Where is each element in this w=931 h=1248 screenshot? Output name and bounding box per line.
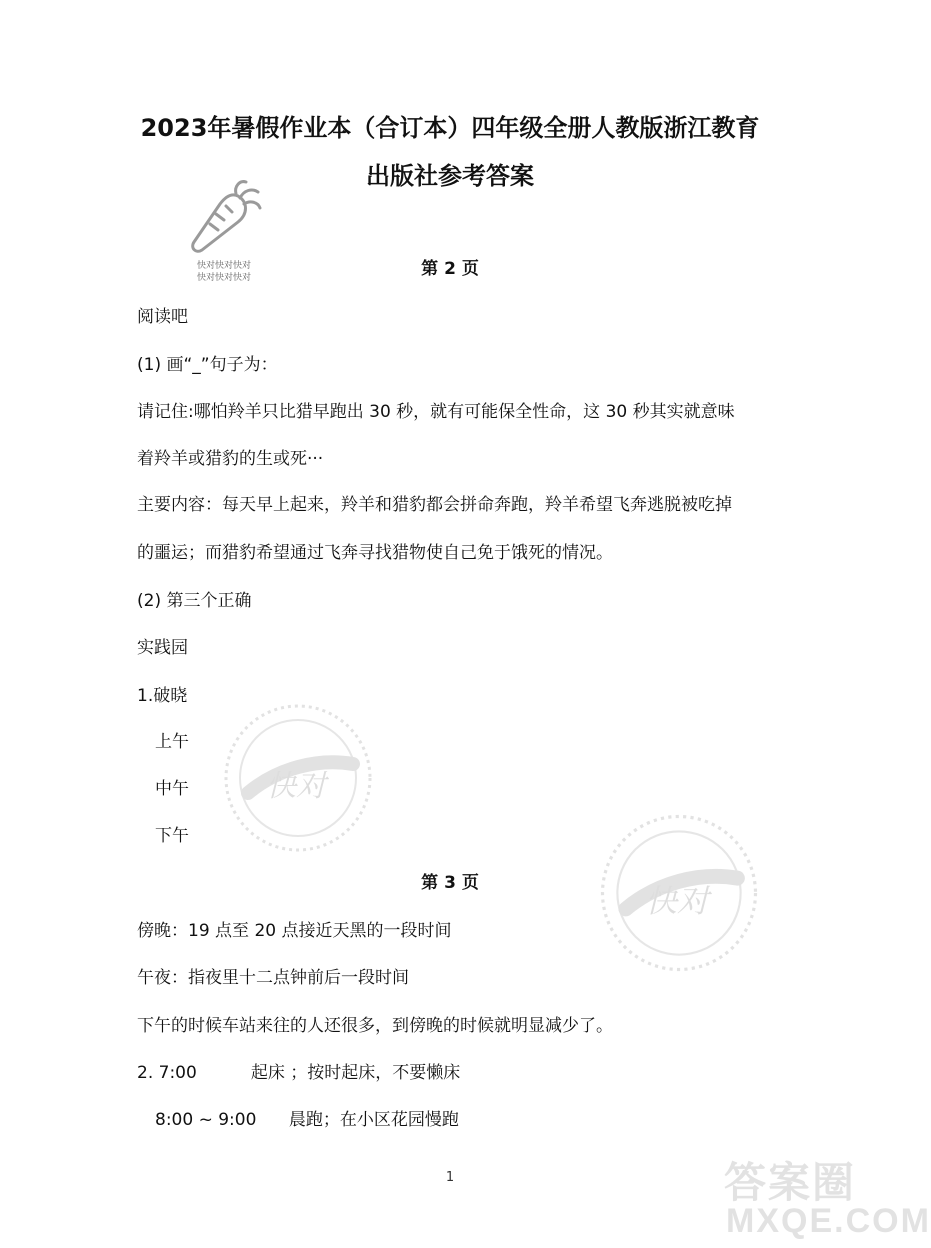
answer-line: 2. 7:00 起床 ；按时起床，不要懒床 [137, 1063, 461, 1083]
answer-line: (1) 画“_”句子为： [137, 355, 278, 375]
page-2-heading: 第 2 页 [421, 259, 479, 279]
section-practice: 实践园 [137, 638, 188, 658]
answer-line: 1.破晓 [137, 686, 188, 706]
kuaidui-stamp-icon [594, 808, 764, 978]
kuaidui-stamp-icon [218, 698, 378, 858]
answer-line: (2) 第三个正确 [137, 591, 252, 611]
answer-line: 上午 [155, 732, 189, 752]
answer-line: 主要内容：每天早上起来，羚羊和猎豹都会拼命奔跑，羚羊希望飞奔逃脱被吃掉 [137, 495, 732, 515]
stamp-text: 快对 [266, 769, 326, 804]
answer-line: 下午 [155, 826, 189, 846]
page-3-heading: 第 3 页 [421, 873, 479, 893]
answer-line: 中午 [155, 779, 189, 799]
section-reading: 阅读吧 [137, 307, 188, 327]
logo-caption-2: 快对快对快对 [196, 273, 251, 283]
document-title-line1: 2023年暑假作业本（合订本）四年级全册人教版浙江教育 [140, 114, 760, 142]
watermark-url: MXQE.COM [726, 1202, 931, 1240]
answer-line: 请记住:哪怕羚羊只比猎早跑出 30 秒，就有可能保全性命，这 30 秒其实就意味 [137, 402, 735, 422]
answer-line: 8:00 ~ 9:00 晨跑；在小区花园慢跑 [155, 1110, 459, 1130]
watermark-logo: 答案圈 [724, 1159, 857, 1206]
logo-caption-1: 快对快对快对 [196, 261, 251, 271]
carrot-logo-icon [186, 176, 266, 256]
answer-line: 傍晚：19 点至 20 点接近天黑的一段时间 [137, 921, 452, 941]
answer-line: 午夜：指夜里十二点钟前后一段时间 [137, 968, 409, 988]
answer-line: 着羚羊或猎豹的生或死··· [137, 449, 324, 469]
stamp-text: 快对 [645, 882, 709, 921]
answer-line: 的噩运；而猎豹希望通过飞奔寻找猎物使自己免于饿死的情况。 [137, 543, 613, 563]
page-number: 1 [445, 1170, 455, 1185]
document-title-line2: 出版社参考答案 [366, 162, 534, 190]
answer-line: 下午的时候车站来往的人还很多，到傍晚的时候就明显减少了。 [137, 1016, 613, 1036]
